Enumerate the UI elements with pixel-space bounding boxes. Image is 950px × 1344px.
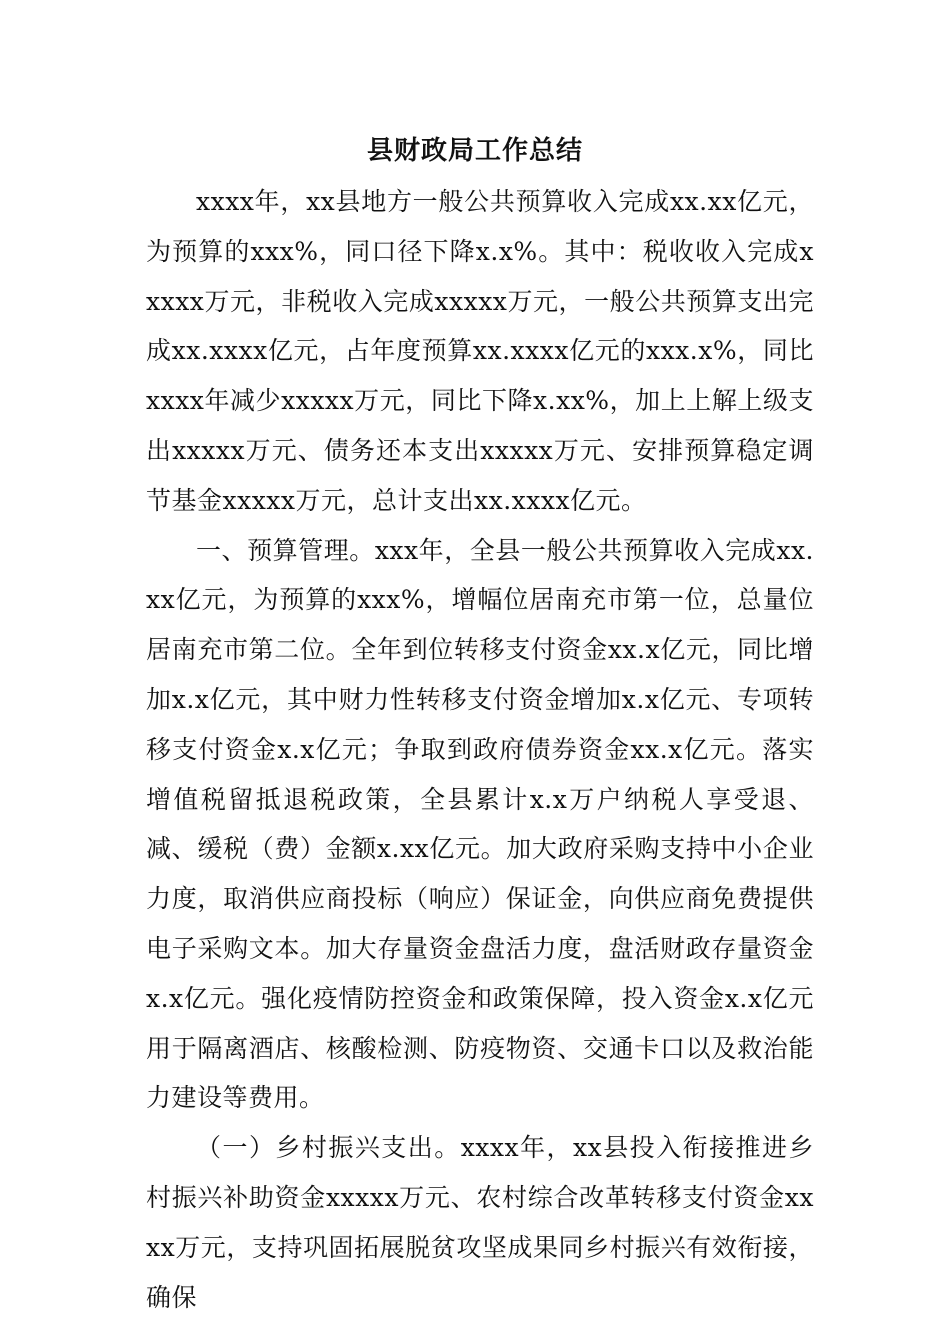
paragraph-rural-revitalization: （一）乡村振兴支出。xxxx年，xx县投入衔接推进乡村振兴补助资金xxxxx万元、农村综合改革转移支付资金xxxx万元，支持巩固拓展脱贫攻坚成果同乡村振兴有效衔接，确保 [146,1133,814,1312]
paragraph-budget-management: 一、预算管理。xxx年，全县一般公共预算收入完成xx.xx亿元，为预算的xxx%，增幅位居南充市第一位，总量位居南充市第二位。全年到位转移支付资金xx.x亿元，同比增加x.x亿元，其中财力性转移支付资金增加x.x亿元、专项转移支付资金x.x亿元；争取到政府债券资金xx.x亿元。落实增值税留抵退税政策，全县累计x.x万户纳税人享受退、减、缓税（费）金额x.xx亿元。加大政府采购支持中小企业力度，取消供应商投标（响应）保证金，向供应商免费提供电子采购文本。加大存量资金盘活力度，盘活财政存量资金x.x亿元。强化疫情防控资金和政策保障，投入资金x.x亿元用于隔离酒店、核酸检测、防疫物资、交通卡口以及救治能力建设等费用。 [146,535,814,1113]
paragraph-revenue-summary: xxxx年，xx县地方一般公共预算收入完成xx.xx亿元，为预算的xxx%，同口径下降x.x%。其中：税收收入完成xxxxx万元，非税收入完成xxxxx万元，一般公共预算支出完成xx.xxxx亿元，占年度预算xx.xxxx亿元的xxx.x%，同比xxxx年减少xxxxx万元，同比下降x.xx%，加上上解上级支出xxxxx万元、债务还本支出xxxxx万元、安排预算稳定调节基金xxxxx万元，总计支出xx.xxxx亿元。 [146,187,814,515]
document-title: 县财政局工作总结 [366,136,583,166]
document-body [146,177,814,1322]
